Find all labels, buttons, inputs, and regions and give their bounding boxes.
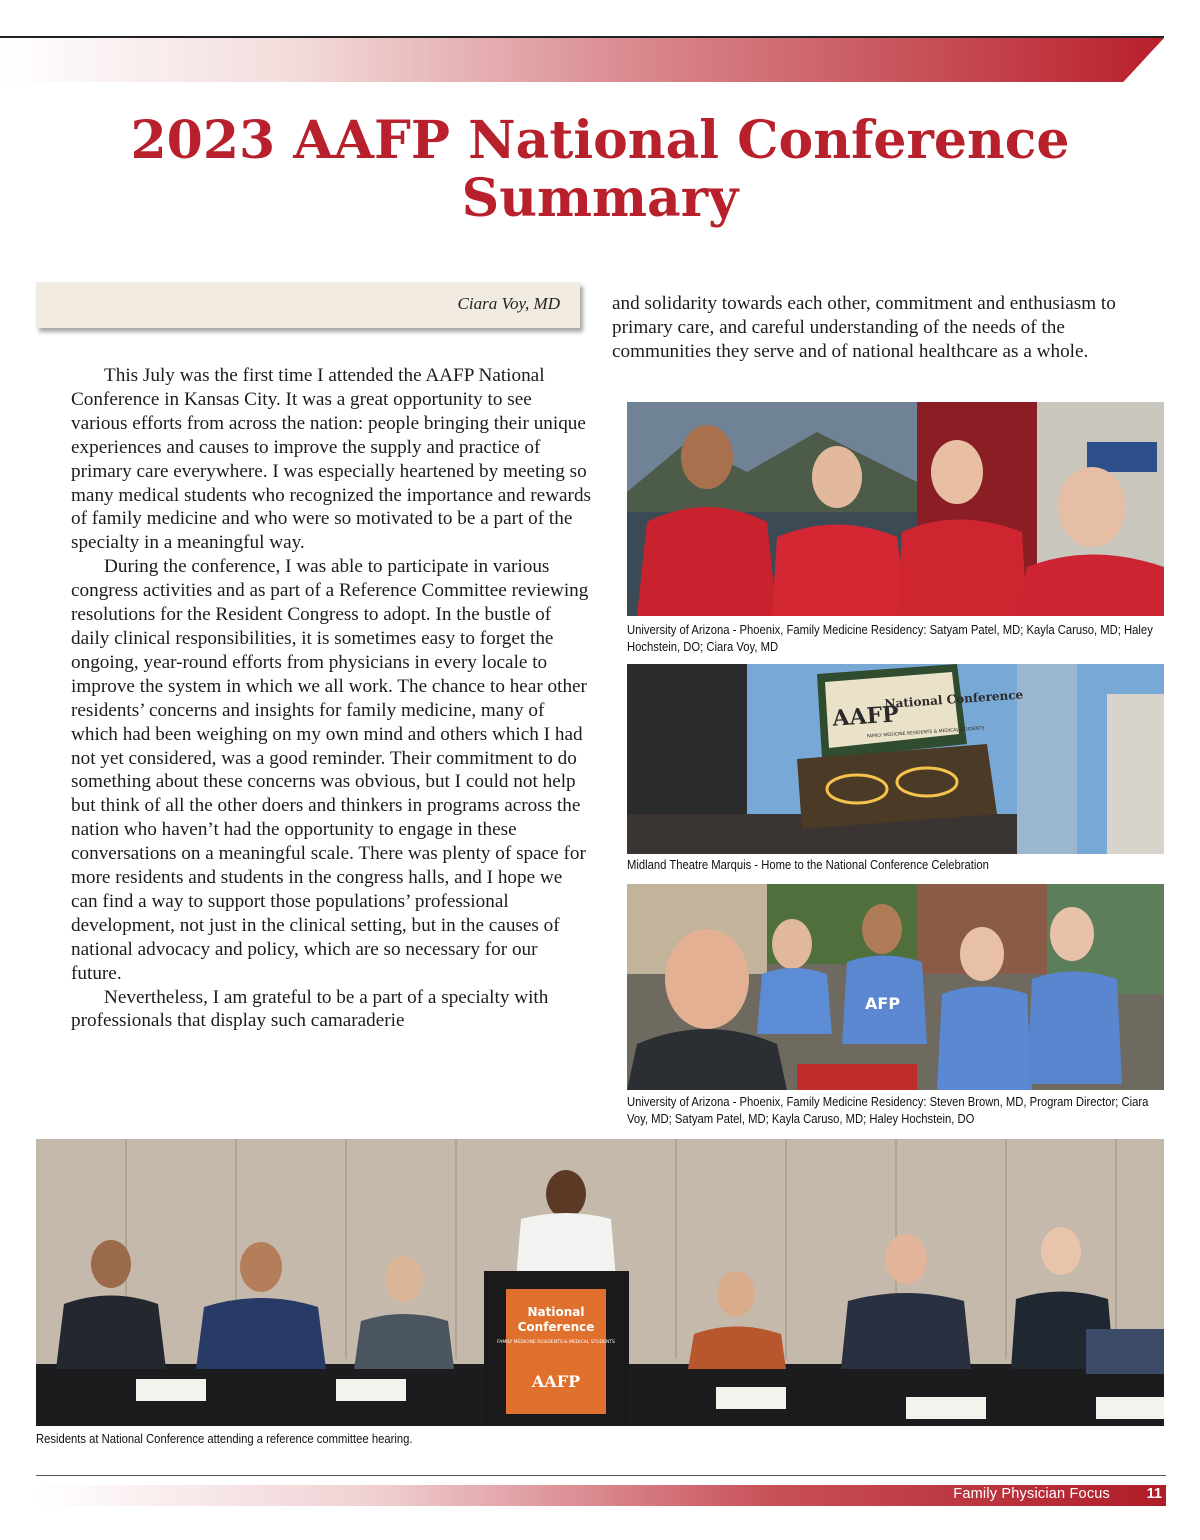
podium-logo: AAFP — [531, 1372, 581, 1391]
photo2-caption: Midland Theatre Marquis - Home to the National Conference Celebration — [627, 858, 989, 872]
photo3-caption: University of Arizona - Phoenix, Family Medicine Residency: Steven Brown, MD, Program Director; Ciara Voy, MD; Satyam Patel, MD; Kayla Caruso, MD; Haley Hochstein, DO — [627, 1095, 1149, 1126]
author-byline: Ciara Voy, MD — [457, 294, 560, 313]
photo-reference-committee — [36, 1139, 1164, 1426]
author-box — [36, 282, 580, 328]
page-title-line1: 2023 AAFP National Conference — [130, 110, 1070, 171]
article-column-left — [71, 364, 591, 1033]
page-title-line2: Summary — [461, 168, 739, 229]
marquee-sign-aafp: AAFP — [831, 701, 900, 732]
photo-residents-red-shirts — [627, 402, 1164, 616]
article-paragraph: Nevertheless, I am grateful to be a part of a specialty with professionals that display such camaraderie — [71, 986, 549, 1032]
podium-text-subtitle: FAMILY MEDICINE RESIDENTS & MEDICAL STUDENTS — [497, 1340, 615, 1345]
podium-text-conference: Conference — [517, 1320, 595, 1334]
footer-rule — [36, 1475, 1166, 1476]
article-paragraph: This July was the first time I attended the AAFP National Conference in Kansas City. It was a great opportunity to see various efforts from across the nation: people bringing their unique experiences and causes to improve the supply and practice of primary care everywhere. I was especially heartened by meeting so many medical students who recognized the importance and rewards of family medicine and who were so motivated to be a part of the specialty in a meaningful way. — [71, 365, 592, 554]
article-paragraph: During the conference, I was able to participate in various congress activities and as part of a Reference Committee reviewing resolutions for the Resident Congress to adopt. In the bustle of daily clinical responsibilities, it is sometimes easy to forget the ongoing, year-round efforts from physicians in every locale to improve the system in which we all work. The chance to hear other residents’ concerns and insights for family medicine, many of which had been weighing on my own mind and others which I had not yet considered, was a good reminder. Their commitment to do something about these concerns was obvious, but I could not help but think of all the other doers and thinkers in programs across the nation who haven’t had the opportunity to engage in these conversations on a meaningful scale. There was plenty of space for more residents and students in the congress halls, and I hope we can find a way to support those populations’ professional development, not just in the clinical setting, but in the causes of national advocacy and policy, which are so necessary for our future. — [71, 556, 589, 984]
footer-publication-title: Family Physician Focus — [953, 1486, 1110, 1502]
article-continuation: and solidarity towards each other, commitment and enthusiasm to primary care, and careful understanding of the needs of the communities they serve and of national healthcare as a whole. — [612, 293, 1116, 362]
header-gradient-band — [0, 38, 1164, 82]
header-rule — [0, 36, 1164, 38]
photo-program-director-selfie — [627, 884, 1164, 1090]
footer-page-number: 11 — [1146, 1486, 1162, 1502]
article-column-right — [612, 292, 1157, 364]
photo4-caption: Residents at National Conference attending a reference committee hearing. — [36, 1432, 413, 1446]
page-title — [0, 112, 1200, 228]
marquee-sign-title: National Conference — [884, 687, 1024, 712]
marquee-sign-subtitle: FAMILY MEDICINE RESIDENTS & MEDICAL STUDENTS — [866, 726, 985, 740]
tshirt-text: AFP — [865, 994, 901, 1013]
podium-text-national: National — [527, 1305, 585, 1319]
photo-theatre-marquee — [627, 664, 1164, 854]
photo1-caption: University of Arizona - Phoenix, Family Medicine Residency: Satyam Patel, MD; Kayla Caruso, MD; Haley Hochstein, DO; Ciara Voy, MD — [627, 623, 1153, 654]
